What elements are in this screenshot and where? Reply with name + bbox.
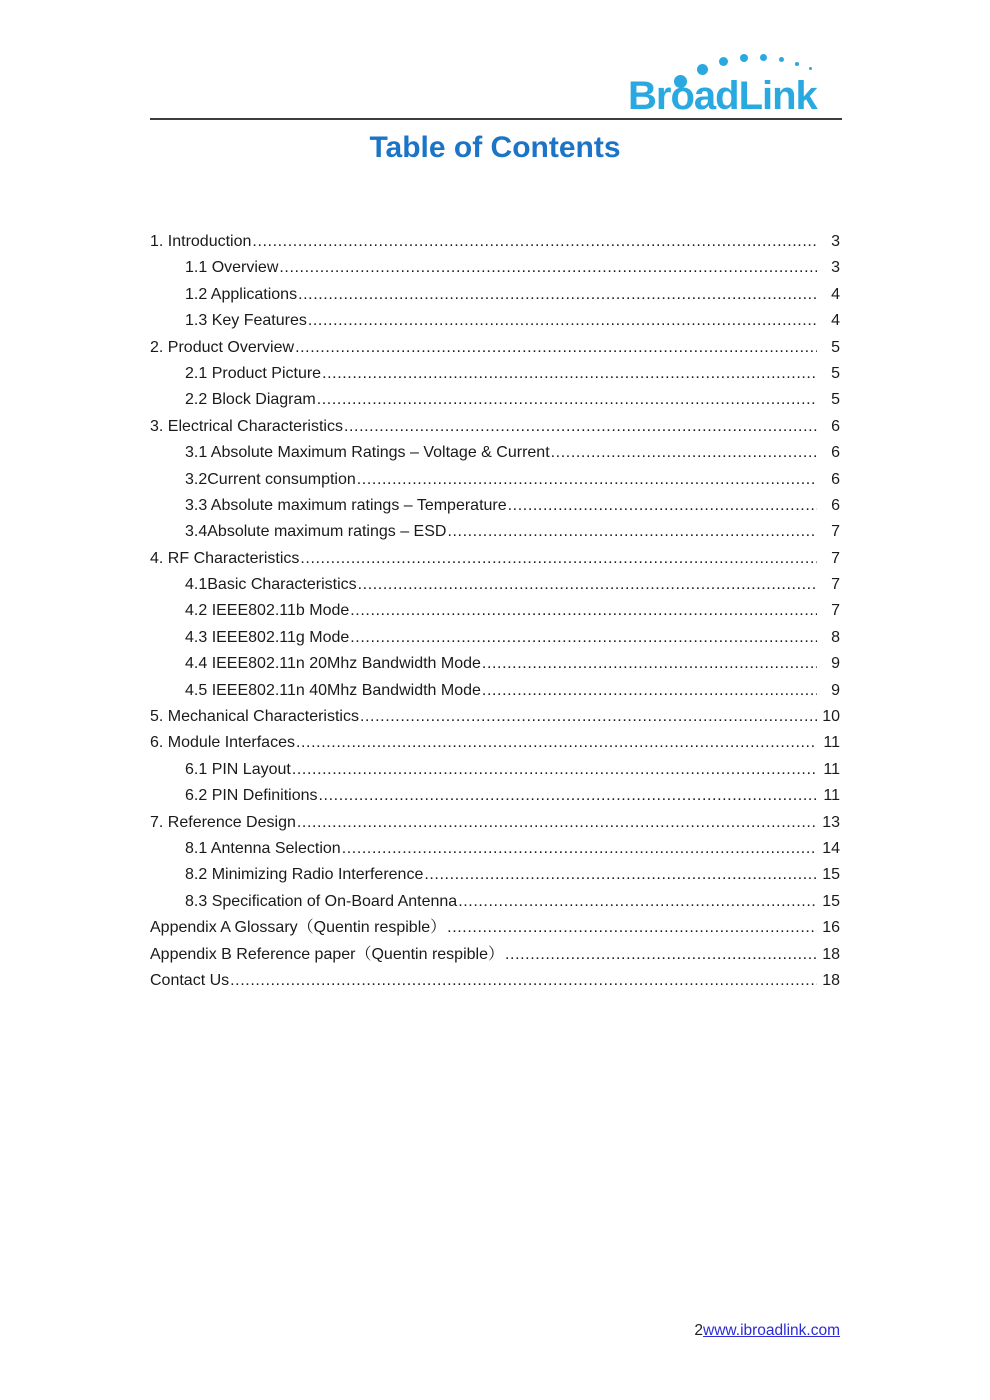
toc-page-number: 9 — [831, 681, 840, 699]
toc-leader-dots — [252, 229, 817, 255]
toc-page-number: 6 — [831, 470, 840, 488]
toc-entry-label: 8.1 Antenna Selection — [185, 839, 341, 857]
toc-entry — [150, 519, 840, 545]
toc-leader-dots — [295, 335, 817, 361]
toc-entry — [150, 915, 840, 941]
toc-page-number: 7 — [831, 523, 840, 541]
header-divider — [150, 118, 842, 120]
toc-entry — [150, 651, 840, 677]
toc-leader-dots — [296, 730, 817, 756]
toc-page-number: 10 — [822, 708, 840, 726]
toc-entry — [150, 889, 840, 915]
toc-page-number: 15 — [822, 892, 840, 910]
toc-entry — [150, 862, 840, 888]
toc-leader-dots — [505, 942, 817, 968]
toc-entry-label: 2.1 Product Picture — [185, 364, 322, 382]
toc-entry-label: 3.2Current consumption — [185, 470, 356, 488]
toc-leader-dots — [350, 625, 817, 651]
toc-leader-dots — [360, 704, 817, 730]
toc-entry-label: 4.3 IEEE802.11g Mode — [185, 628, 350, 646]
toc-entry — [150, 730, 840, 756]
toc-leader-dots — [447, 915, 817, 941]
toc-page-number: 11 — [823, 760, 840, 778]
toc-leader-dots — [482, 678, 817, 704]
toc-entry — [150, 440, 840, 466]
toc-leader-dots — [319, 783, 817, 809]
toc-page-number: 18 — [822, 971, 840, 989]
toc-entry — [150, 783, 840, 809]
toc-page-number: 15 — [822, 866, 840, 884]
toc-entry-label: 3.1 Absolute Maximum Ratings – Voltage & Current — [185, 444, 550, 462]
toc-entry-label: 3. Electrical Characteristics — [150, 417, 343, 435]
toc-entry-label: Appendix A Glossary（Quentin respible） — [150, 919, 447, 937]
toc-leader-dots — [357, 467, 817, 493]
toc-page-number: 6 — [831, 444, 840, 462]
toc-entry — [150, 493, 840, 519]
toc-entry — [150, 836, 840, 862]
toc-page-number: 6 — [831, 496, 840, 514]
broadlink-logo — [628, 54, 842, 117]
toc-entry — [150, 625, 840, 651]
toc-entry — [150, 598, 840, 624]
toc-entry — [150, 282, 840, 308]
toc-entry — [150, 757, 840, 783]
toc-entry-label: 6.2 PIN Definitions — [185, 787, 318, 805]
toc-entry — [150, 546, 840, 572]
toc-leader-dots — [292, 757, 817, 783]
toc-entry-label: 1.1 Overview — [185, 259, 279, 277]
toc-entry-label: 3.3 Absolute maximum ratings – Temperature — [185, 496, 507, 514]
toc-page-number: 14 — [822, 839, 840, 857]
toc-leader-dots — [308, 308, 817, 334]
toc-entry-label: 2. Product Overview — [150, 338, 295, 356]
toc-leader-dots — [482, 651, 817, 677]
toc-entry-label: 1. Introduction — [150, 233, 252, 250]
toc-entry — [150, 678, 840, 704]
toc-entry — [150, 968, 840, 994]
toc-entry — [150, 414, 840, 440]
toc-entry — [150, 704, 840, 730]
toc-leader-dots — [350, 598, 817, 624]
toc-entry-label: 6. Module Interfaces — [150, 734, 295, 752]
toc-entry-label: 4.5 IEEE802.11n 40Mhz Bandwidth Mode — [185, 681, 481, 699]
toc-page-number: 3 — [831, 259, 840, 277]
toc-entry-label: 4.2 IEEE802.11b Mode — [185, 602, 350, 620]
toc-entry — [150, 361, 840, 387]
toc-entry-label: 4.4 IEEE802.11n 20Mhz Bandwidth Mode — [185, 655, 481, 673]
toc-leader-dots — [358, 572, 817, 598]
toc-entry-label: 5. Mechanical Characteristics — [150, 708, 359, 726]
toc-entry-label: 1.3 Key Features — [185, 312, 307, 330]
toc-entry — [150, 942, 840, 968]
toc-page-number: 5 — [831, 364, 840, 382]
toc-page-number: 5 — [831, 338, 840, 356]
toc-entry-label: 8.2 Minimizing Radio Interference — [185, 866, 424, 884]
toc-page-number: 13 — [822, 813, 840, 831]
toc-entry — [150, 255, 840, 281]
toc-page-number: 3 — [831, 233, 840, 250]
toc-entry — [150, 810, 840, 836]
toc-page-number: 7 — [831, 549, 840, 567]
toc-leader-dots — [279, 255, 817, 281]
toc-leader-dots — [447, 519, 817, 545]
toc-entry-label: 4. RF Characteristics — [150, 549, 300, 567]
toc-list — [150, 229, 840, 994]
toc-leader-dots — [458, 889, 817, 915]
toc-leader-dots — [317, 387, 817, 413]
toc-entry-label: 6.1 PIN Layout — [185, 760, 291, 778]
toc-leader-dots — [508, 493, 817, 519]
toc-page-number: 9 — [831, 655, 840, 673]
toc-entry — [150, 467, 840, 493]
toc-page-number: 6 — [831, 417, 840, 435]
toc-entry — [150, 335, 840, 361]
toc-entry — [150, 229, 840, 255]
toc-leader-dots — [297, 810, 817, 836]
toc-entry-label: 2.2 Block Diagram — [185, 391, 316, 409]
toc-page-number: 11 — [823, 734, 840, 752]
page-title: Table of Contents — [369, 131, 621, 164]
toc-entry-label: Contact Us — [150, 971, 230, 989]
toc-page-number: 16 — [822, 919, 840, 937]
toc-page-number: 4 — [831, 285, 840, 303]
toc-leader-dots — [344, 414, 817, 440]
toc-page-number: 18 — [822, 945, 840, 963]
toc-leader-dots — [322, 361, 817, 387]
toc-entry-label: 4.1Basic Characteristics — [185, 576, 357, 594]
footer-link[interactable]: www.ibroadlink.com — [703, 1322, 840, 1339]
toc-page-number: 8 — [831, 628, 840, 646]
toc-entry-label: 3.4Absolute maximum ratings – ESD — [185, 523, 447, 541]
page-footer — [694, 1322, 840, 1340]
toc-leader-dots — [551, 440, 817, 466]
toc-page-number: 5 — [831, 391, 840, 409]
toc-page-number: 4 — [831, 312, 840, 330]
logo-text: BroadLink — [628, 74, 817, 118]
toc-leader-dots — [298, 282, 817, 308]
toc-entry — [150, 308, 840, 334]
toc-page-number: 11 — [823, 787, 840, 805]
toc-entry-label: Appendix B Reference paper（Quentin respible） — [150, 945, 504, 963]
toc-entry-label: 1.2 Applications — [185, 285, 298, 303]
toc-leader-dots — [342, 836, 817, 862]
toc-entry-label: 7. Reference Design — [150, 813, 296, 831]
footer-page-number: 2 — [694, 1322, 704, 1339]
toc-entry-label: 8.3 Specification of On-Board Antenna — [185, 892, 458, 910]
toc-page-number: 7 — [831, 576, 840, 594]
toc-leader-dots — [300, 546, 817, 572]
toc-page-number: 7 — [831, 602, 840, 620]
toc-leader-dots — [230, 968, 817, 994]
toc-leader-dots — [424, 862, 817, 888]
toc-entry — [150, 572, 840, 598]
toc-entry — [150, 387, 840, 413]
